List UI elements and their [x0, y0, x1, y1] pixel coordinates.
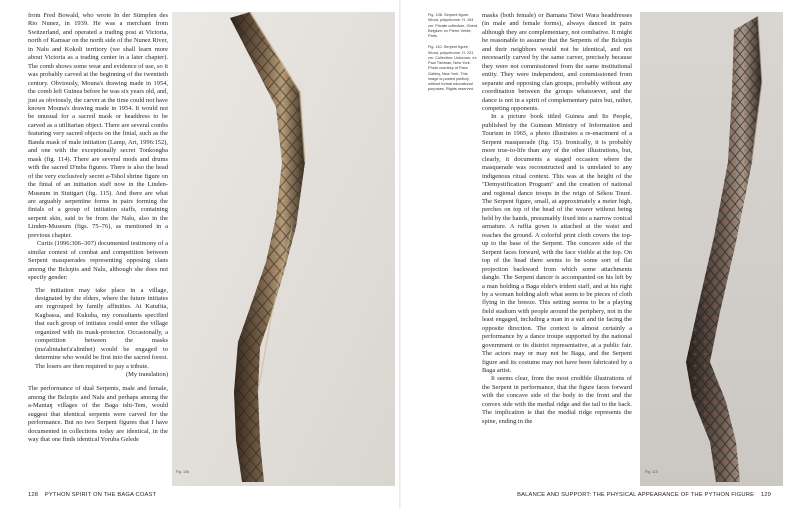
figure-captions — [428, 13, 478, 99]
left-page-footer — [28, 492, 156, 498]
right-paragraph-2: In a picture book titled Guinea and Its People, published by the Guinean Ministry of Information and Tourism in 1965, a photo illustrates a re-enactment of a Serpent masquerade (fig. 15). Ironically, it is probably more true-to-life than any of the other illustrations, but, clearly, it documents a staged occasion where the masquerade was reconstructed and is unrelated to any indigenous ritual context. This was at the height of the "Demystification Program" and the creation of national and regional dance troops in the reign of Sékou Touré. The Serpent figure, small, at approximately a meter high, perches on top of the head of the wearer without being held by the hands, presumably fixed into a narrow conical armature. A raffia gown is attached at the waist and reaches the ground. A colorful print cloth covers the top-up to the base of the Serpent. The concave side of the Serpent faces forward, with the face visible at the top. On top of the head there seems to be some sort of flat projection backward from which some attachments dangle. The Serpent dancer is accompanied on his left by a man holding a Baga elder's trident staff, and at his right by a woman holding aloft what seem to be pieces of cloth flying in the breeze. This setting seems to be a playing field stadium with people around the periphery, not in the least engaged, including a man in a suit and tie facing the opposite direction. The context is almost certainly a performance by a dance troupe supported by the national government or its district representative, at a public fair. The actors may or may not be Baga, and the Serpent figure and its costume may not have been fabricated by a Baga artist. — [482, 113, 632, 375]
serpent-figure-110-image — [640, 12, 783, 486]
right-paragraph-3: It seems clear, from the most credible illustrations of the Serpent in performance, that the figure faces forward with the concave side of the body to the front and the convex side with the medial ridge and the tail to the back. The implication is that the medial ridge represents the spine, ending in the — [482, 375, 632, 425]
serpent-figure-photo-110 — [640, 12, 783, 486]
caption-fig-110: Fig. 110. Serpent figure. Wood, polychrome. H. 221 cm. Collection: Unknown; ex Paul Tishman, New York. Photo courtesy of Pace Gallery, New York. This image is posted publicly without formal educational purposes. Rights reserved. — [428, 45, 477, 92]
serpent-figure-photo-108 — [172, 12, 395, 486]
fig-108-tag: Fig. 108 — [176, 470, 189, 474]
right-page-footer — [517, 492, 771, 498]
left-page-number: 128 — [28, 492, 39, 498]
block-quote — [35, 287, 168, 380]
left-page-text — [28, 12, 168, 445]
left-running-head: PYTHON SPIRIT ON THE BAGA COAST — [44, 492, 157, 498]
left-paragraph-3: The performance of dual Serpents, male and female, among the Bɛlɛŋits and Nalu and perhaps among the a-Mantaŋ villages of the Baga tshi-Tem, would suggest that identical serpents were carved for the performance. But no two Serpent figures that I have documented in collections today are identical, in the way that one finds identical Yoruba Gelede — [28, 385, 168, 444]
right-page-number: 129 — [760, 492, 771, 498]
right-running-head: BALANCE AND SUPPORT: THE PHYSICAL APPEARANCE OF THE PYTHON FIGURE — [517, 492, 755, 498]
right-page-text — [482, 12, 632, 426]
book-gutter — [399, 0, 401, 508]
caption-fig-108: Fig. 108. Serpent figure. Wood, polychrome. H. 194 cm. Private collection, Ghent, Belgium; ex Pierre Vérité, Paris. — [428, 13, 478, 38]
fig-110-tag: Fig. 110 — [645, 470, 658, 474]
right-paragraph-1: masks (both female) or Bamana Tsiwi Wara headdresses (in male and female forms), always danced in pairs although they are complementary, not combative. It might be reasonable to assume that the Serpents of the Bɛlɛŋits and their neighbors would not be identical, and not necessarily carved by the same carver, precisely because they were not commissioned from the same institutional entity. They were independent, and commissioned from separate and opposing clan groups, probably without any coordination between the groups whatsoever, and the dance is not in a spirit of complementary pairs but, rather, competing opponents. — [482, 12, 632, 112]
block-quote-text: The initiation may take place in a village, designated by the elders, where the future initiates are regrouped by family affinities. At Katufita, Kagbassa, and Kukuba, my consultants specified that each group of initiates could enter the village organized with its mask-protector. Occasionally, a competition between the masks (ma'alintahet'a'alinthet) would be engaged to determine who would be first into the sacred forest. The losers are then required to pay a tribute. — [35, 286, 168, 370]
left-paragraph-1: from Fred Bowald, who wrote In der Sümpfen des Rio Nunez, in 1939. He was a merchant from Switzerland, and operated a trading post at Victoria, north of Kamsar on the north side of the Nunez River, in Nalu and Kokoli territory (we shall learn more about Victoria as a trading center in a later chapter). The comb shows some wear and evidence of use, so it was probably carved at the beginning of the twentieth century. Obviously, Mouna's drawing made in 1954, the comb left Guinea before he was six years old, and, just as obviously, the carver at the time could not have known Mouna's drawing made in 1954. It would not be unusual for a sacred mask or headdress to be carved as a utilitarian object. There are several combs featuring very sacred objects on the finial, such as the Banda mask of male initiation (Lamp, Art, 1996:152), and one with the exceptionally secret Tonkongba mask (fig. 114). There are several mods and drums with the sacred D'mba figures. There is also the head of the very exclusively secret a-Tshol shrine figure on the finial of an initiation staff now in the Linden-Museum in Stuttgart (fig. 115). And there are what are arguably serpentine forms in pairs forming the finials of a group of initiation staffs, containing serpent skin, said to be from the Nalu, also in the Linden-Museum (figs. 75–76), as mentioned in a previous chapter. — [28, 12, 168, 239]
block-quote-attribution: (My translation) — [125, 371, 168, 379]
left-paragraph-2: Curtis (1996:306–307) documented testimony of a similar context of combat and competition between Serpent masquerades representing opposing clans among the Bɛlɛŋits and Nalu, although she does not specify gender: — [28, 240, 168, 282]
serpent-figure-108-image — [172, 12, 395, 486]
